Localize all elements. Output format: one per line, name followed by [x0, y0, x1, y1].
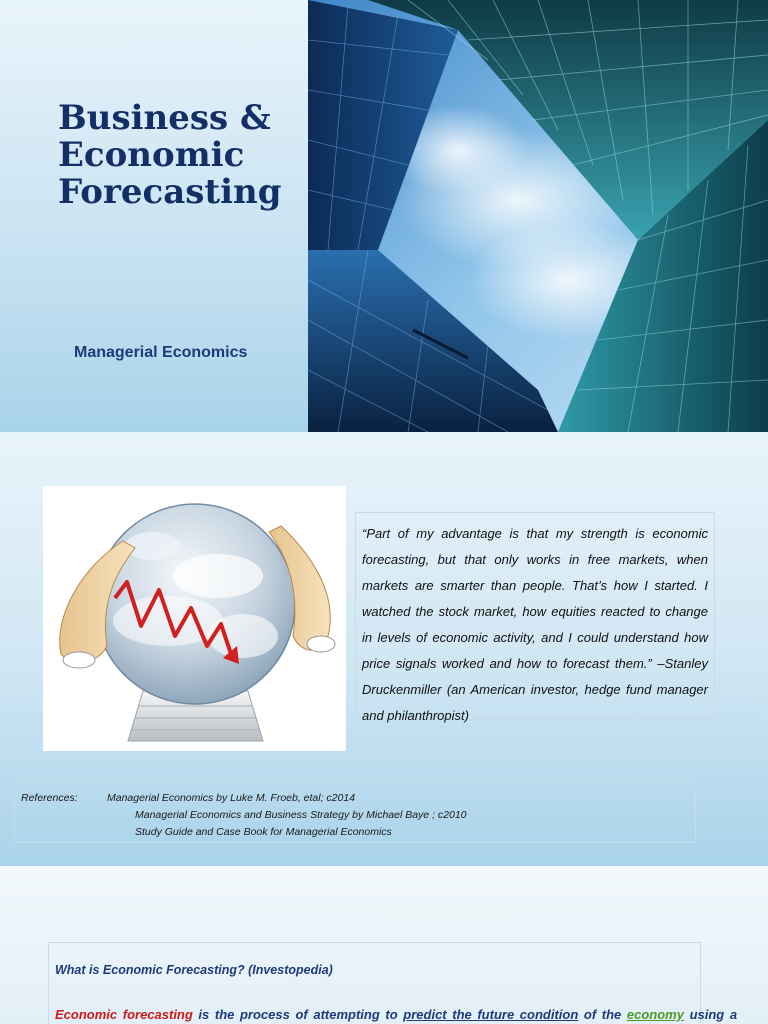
- title-line-1: Business &: [58, 98, 271, 138]
- title-line-3: Forecasting: [58, 172, 282, 212]
- skyscraper-sky-photo: [308, 0, 768, 432]
- term-economic-forecasting: Economic forecasting: [55, 1007, 193, 1022]
- crystal-ball-forecast-image: [43, 486, 346, 751]
- references-box: [14, 783, 696, 843]
- definition-heading: What is Economic Forecasting? (Investopedia): [55, 963, 333, 977]
- definition-slide: [0, 866, 768, 1024]
- reference-item: Study Guide and Case Book for Managerial Economics: [135, 826, 392, 838]
- definition-part-1: is the process of attempting to: [192, 1007, 404, 1022]
- reference-item: Managerial Economics by Luke M. Froeb, etal; c2014: [107, 792, 356, 804]
- link-predict-future-condition[interactable]: predict the future condition: [403, 1007, 579, 1022]
- definition-text: [55, 1007, 738, 1022]
- definition-part-3: using a: [683, 1007, 738, 1022]
- slide-subtitle: Managerial Economics: [74, 344, 248, 361]
- references-label: References:: [21, 792, 78, 804]
- slide-title: [58, 100, 298, 211]
- definition-part-2: of the: [578, 1007, 627, 1022]
- definition-box: [48, 942, 738, 1024]
- title-line-2: Economic: [58, 135, 245, 175]
- reference-item: Managerial Economics and Business Strategy by Michael Baye ; c2010: [135, 809, 467, 821]
- title-slide: [0, 0, 768, 432]
- druckenmiller-quote: “Part of my advantage is that my strength is economic forecasting, but that only works in free markets, when markets are smarter than people. That’s how I started. I watched the stock market, how equities reacted to change in levels of economic activity, and I could understand how price signals worked and how to forecast them.” –Stanley Druckenmiller (an American investor, hedge fund manager and philanthropist): [355, 512, 715, 720]
- link-economy[interactable]: economy: [626, 1007, 684, 1022]
- quote-slide: [0, 432, 768, 866]
